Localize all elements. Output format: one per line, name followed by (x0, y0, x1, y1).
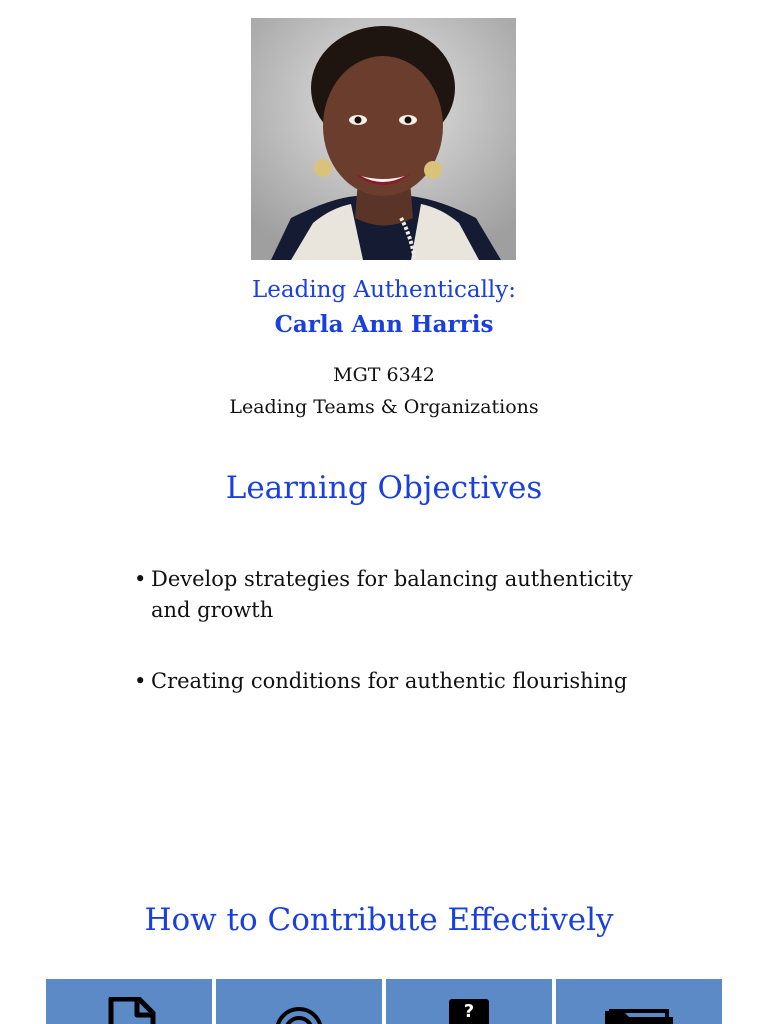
contribute-heading: How to Contribute Effectively (144, 902, 614, 938)
svg-text:?: ? (463, 1001, 475, 1022)
contribute-tile-folder[interactable] (556, 979, 722, 1024)
objective-text: Creating conditions for authentic flourishing (151, 669, 628, 693)
objective-item (134, 564, 674, 626)
lecture-subtitle: Leading Authentically: (251, 277, 517, 303)
objective-text: Develop strategies for balancing authenticity and growth (151, 567, 633, 622)
bullet-glyph: • (134, 669, 147, 693)
document-icon (99, 997, 159, 1024)
folder-icon (599, 997, 679, 1024)
course-code: MGT 6342 (333, 364, 435, 386)
objectives-list (134, 564, 674, 737)
bullet-glyph: • (134, 567, 147, 591)
question-icon (439, 997, 499, 1024)
contribute-tile-target[interactable] (216, 979, 382, 1024)
contribute-tile-document[interactable] (46, 979, 212, 1024)
objective-item (134, 666, 674, 697)
speaker-photo (251, 18, 516, 260)
course-name: Leading Teams & Organizations (229, 396, 539, 418)
contribute-tiles (46, 979, 722, 1024)
speaker-name: Carla Ann Harris (274, 311, 494, 338)
objectives-heading: Learning Objectives (225, 470, 543, 506)
contribute-tile-question[interactable] (386, 979, 552, 1024)
target-icon (269, 997, 329, 1024)
